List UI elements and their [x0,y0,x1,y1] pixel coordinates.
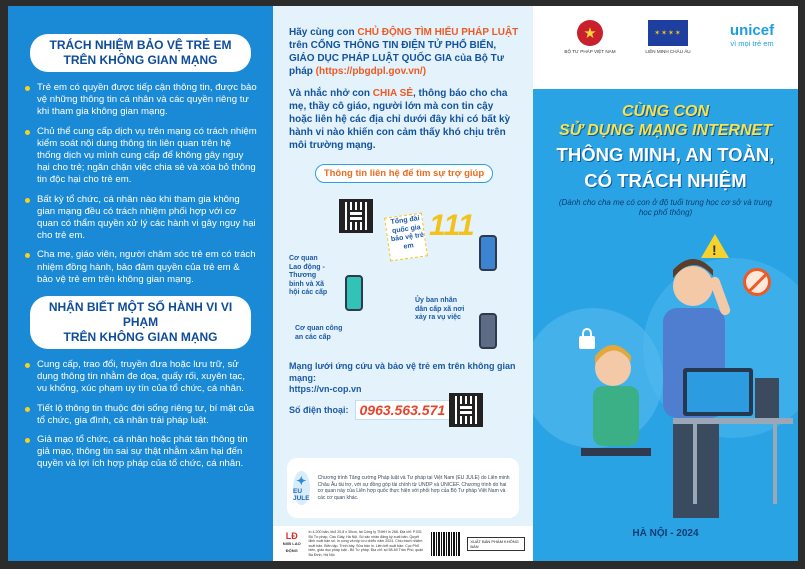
moj-logo [555,20,625,54]
hotline-label: Tổng đài quốc gia bảo vệ trẻ em [390,215,425,251]
heading-line: TRÊN KHÔNG GIAN MẠNG [63,330,218,345]
lock-icon [579,336,595,349]
responsibility-list [24,82,257,286]
text: Hãy cùng con [289,27,358,38]
heading-line: NHẬN BIẾT MỘT SỐ HÀNH VI VI PHẠM [48,300,233,330]
title-line: SỬ DỤNG MẠNG INTERNET [559,122,772,139]
network-label: Mạng lưới ứng cứu và bảo vệ trẻ em trên không gian mạng: [289,361,516,383]
violations-list [24,359,257,471]
list-item: Chủ thể cung cấp dịch vụ trên mạng có trách nhiệm kiểm soát nội dung thông tin liên quan trên hệ thống dịch vụ mình cung cấp để không gây nguy hại cho trẻ; ngăn chặn việc chia sẻ và xóa bỏ thông tin độc hại cho trẻ em. [24,126,257,187]
eu-flag-icon: ✶✶✶✶ [648,20,688,46]
list-item: Cha mẹ, giáo viên, người chăm sóc trẻ em có trách nhiệm đồng hành, bảo đảm quyền của trẻ em & bảo vệ trẻ em trên không gian mạng. [24,249,257,286]
middle-panel [273,6,533,561]
intro-paragraph [289,26,519,78]
list-item: Tiết lộ thông tin thuộc đời sống riêng tư, bí mật của tổ chức, gia đình, cá nhân trái pháp luật. [24,403,257,427]
publication-year: HÀ NỘI - 2024 [632,528,699,539]
list-item: Cung cấp, trao đổi, truyền đưa hoặc lưu trữ, sử dụng thông tin nhằm đe dọa, quấy rối, xuyên tạc, vu khống, xúc phạm uy tín của tổ chức, cá nhân. [24,359,257,396]
moj-caption: BỘ TƯ PHÁP VIỆT NAM [564,49,616,54]
list-item: Bất kỳ tổ chức, cá nhân nào khi tham gia không gian mạng đều có trách nhiệm phối hợp với cơ quan có thẩm quyền xử lý các hành vi gây nguy hại cho trẻ em. [24,194,257,243]
list-item: Giả mạo tổ chức, cá nhân hoặc phát tán thông tin giả mạo, thông tin sai sự thật nhằm xâm hại đến quyền và lợi ích hợp pháp của tổ chức, cá nhân. [24,434,257,471]
cover-title [533,102,798,218]
barcode-icon [431,532,461,556]
section-heading-violations [30,296,251,349]
hotline-number: 111 [429,209,475,242]
title-line: CÙNG CON [621,103,710,120]
publisher-logo-mark: LĐ [285,531,298,541]
phone-character-icon [345,275,363,311]
eu-jule-label: EU JULE [293,488,310,502]
prohibited-icon [743,268,771,296]
phone-number[interactable]: 0963.563.571 [355,400,451,420]
text: , thông báo cho cha mẹ, thầy cô giáo, người lớn mà con tin cậy hoặc liên hệ các địa chỉ dưới đây khi có bất kỳ hành vi nào khiến con cảm thấy khó chịu trên môi trường mạng. [289,88,511,151]
list-item: Trẻ em có quyền được tiếp cận thông tin, được bảo vệ những thông tin cá nhân và các quyền riêng tư khi tham gia không gian mạng. [24,82,257,119]
left-panel [8,6,273,561]
unicef-logo [717,22,787,48]
qr-code-icon[interactable] [339,199,373,233]
eu-logo [637,20,699,54]
qr-code-icon[interactable] [449,393,483,427]
eu-jule-description: Chương trình Tăng cường Pháp luật và Tư pháp tại Việt Nam (EU JULE) do Liên minh Châu Âu tài trợ, với sự đồng góp tài chính từ UNDP và UNICEF. Chương trình do hai cơ quan này của Liên hợp quốc thực hiện với phối hợp của Bộ Tư pháp Việt Nam và các cơ quan khác. [317,475,510,501]
publisher-logo [281,533,302,554]
heading-line: TRÊN KHÔNG GIAN MẠNG [63,53,218,67]
highlight-text: CHIA SẺ [372,88,413,99]
eu-jule-box [287,458,519,518]
publisher-name: NXB LAO ĐỘNG [282,541,301,553]
not-for-sale-label: XUẤT BẢN PHẨM KHÔNG BÁN [467,537,525,551]
contact-illustration [289,191,519,361]
warning-mark: ! [712,242,717,258]
section-heading-responsibility [30,34,251,72]
unicef-tagline: vì mọi trẻ em [730,39,774,48]
unicef-wordmark: unicef [729,22,775,39]
national-emblem-icon: ★ [577,20,603,46]
contact-heading: Thông tin liên hệ để tìm sự trợ giúp [315,164,493,183]
logo-bar [533,6,798,89]
phone-row [289,400,519,420]
labor-agency-label: Cơ quan Lao động - Thương binh và Xã hội các cấp [289,255,328,296]
phone-label: Số điện thoại: [289,405,349,415]
cover-panel [533,6,798,561]
portal-link[interactable]: (https://pbgdpl.gov.vn/) [315,66,427,77]
eu-caption: LIÊN MINH CHÂU ÂU [645,49,691,54]
cover-subtitle: (Dành cho cha mẹ có con ở độ tuổi trung học cơ sở và trung học phổ thông) [558,198,773,217]
heading-line: TRÁCH NHIỆM BẢO VỆ TRẺ EM [49,38,232,52]
text: Và nhắc nhở con [289,88,373,99]
peoples-committee-label: Ủy ban nhân dân cấp xã nơi xảy ra vụ việc [415,297,465,321]
highlight-text: CHỦ ĐỘNG TÌM HIỂU PHÁP LUẬT [357,27,519,38]
eu-jule-logo: ✦ EU JULE [293,471,310,505]
text: trên CỔNG THÔNG TIN ĐIỆN TỬ PHỔ BIẾN, GIÁO DỤC PHÁP LUẬT QUỐC GIA của Bộ Tư pháp [289,40,505,77]
network-link[interactable]: https://vn-cop.vn [289,384,362,394]
police-label: Cơ quan công an các cấp [295,325,343,341]
phone-character-icon [479,235,497,271]
fine-print: In 4.200 bản, khổ 20,8 x 30cm, tại Công ty TNHH In 268. Địa chỉ: P.031 Bộ Tư pháp, Cầu Giấy, Hà Nội. Số xác nhận đăng ký xuất bản. Quyết định xuất bản số. In xong và nộp lưu chiểu năm 2024. Chịu trách nhiệm xuất bản. Biên tập. Trình bày. Sửa bản in. Liên kết xuất bản: Cục Phổ biến, giáo dục pháp luật - Bộ Tư pháp. Địa chỉ: số 58-60 Trần Phú, quận Ba Đình, Hà Nội. [308,530,424,557]
publication-info [273,526,533,561]
title-line: THÔNG MINH, AN TOÀN, [556,144,775,165]
reminder-paragraph [289,87,519,152]
title-line: CÓ TRÁCH NHIỆM [584,170,747,191]
phone-character-icon [479,313,497,349]
